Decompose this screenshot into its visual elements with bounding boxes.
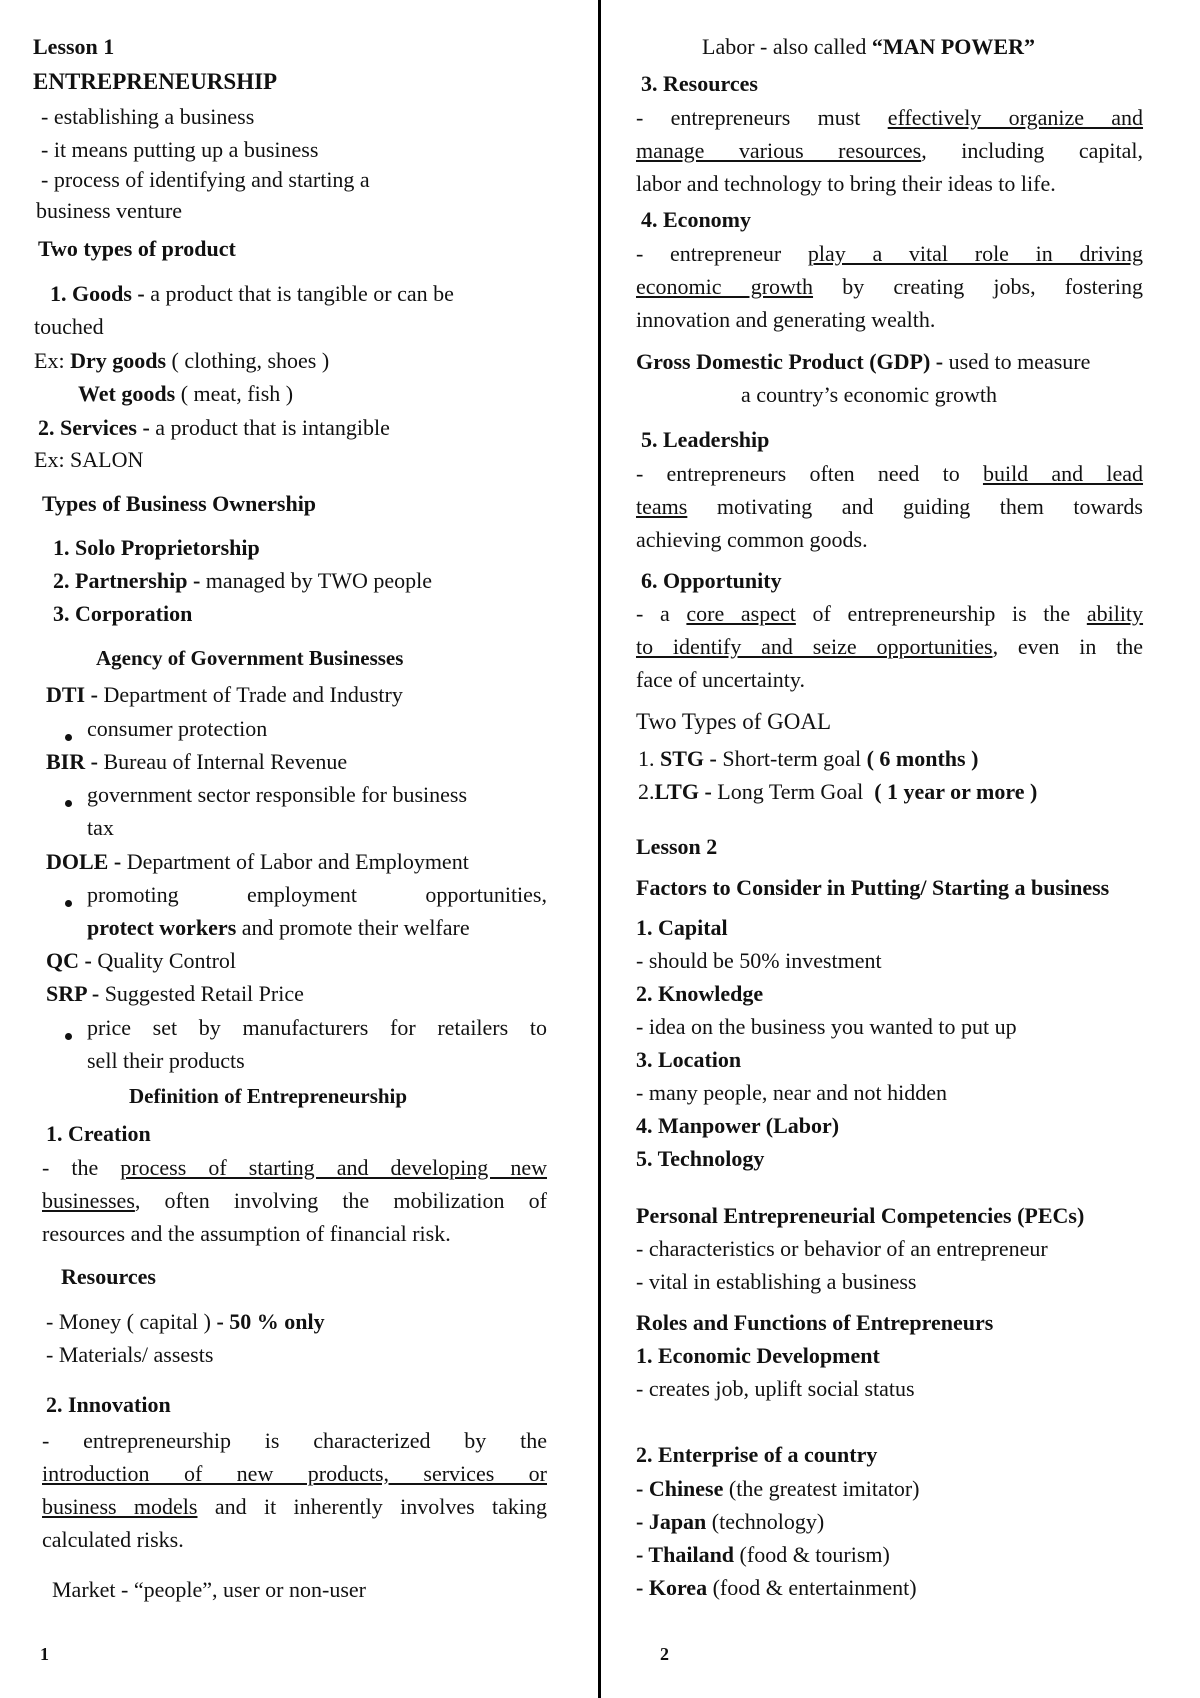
factor-item: 3. Location xyxy=(636,1047,742,1072)
agency-qc: QC - Quality Control xyxy=(46,948,237,973)
creation-line: businesses, often involving the mobilization of xyxy=(42,1188,547,1213)
factor-item: 2. Knowledge xyxy=(636,981,764,1006)
country-item: - Japan (technology) xyxy=(636,1509,825,1534)
resources-materials: - Materials/ assests xyxy=(46,1342,214,1367)
agency-dole-bullet: promoting employment opportunities, xyxy=(87,882,547,907)
goods-line-cont: touched xyxy=(34,314,104,339)
section-heading-agency: Agency of Government Businesses xyxy=(96,646,404,670)
roles-heading: Roles and Functions of Entrepreneurs xyxy=(636,1310,994,1335)
creation-line: - the process of starting and developing new xyxy=(42,1155,547,1180)
agency-srp: SRP - Suggested Retail Price xyxy=(46,981,304,1006)
pecs-line: - characteristics or behavior of an entrepreneur xyxy=(636,1236,1048,1261)
leadership-line: achieving common goods. xyxy=(636,527,868,552)
services-example: Ex: SALON xyxy=(34,447,144,472)
agency-bir-bullet: government sector responsible for business xyxy=(87,782,468,807)
ownership-item: 3. Corporation xyxy=(53,601,193,626)
economy-heading: 4. Economy xyxy=(641,207,751,232)
agency-dti: DTI - Department of Trade and Industry xyxy=(46,682,403,707)
definition-line: - process of identifying and starting a xyxy=(41,167,370,192)
column-divider xyxy=(598,0,601,1698)
economy-line: - entrepreneur play a vital role in driving xyxy=(636,241,1144,266)
ownership-item: 1. Solo Proprietorship xyxy=(53,535,260,560)
wet-goods-line: Wet goods ( meat, fish ) xyxy=(78,381,294,406)
agency-dti-bullet: consumer protection xyxy=(87,716,268,741)
agency-srp-bullet-cont: sell their products xyxy=(87,1048,245,1073)
definition-line: - establishing a business xyxy=(41,104,255,129)
opportunity-heading: 6. Opportunity xyxy=(641,568,782,593)
innovation-line: introduction of new products, services or xyxy=(42,1461,547,1486)
page-number: 2 xyxy=(660,1644,669,1664)
agency-dole: DOLE - Department of Labor and Employment xyxy=(46,849,469,874)
resources-line: - entrepreneurs must effectively organize and xyxy=(636,105,1144,130)
pecs-heading: Personal Entrepreneurial Competencies (PECs) xyxy=(636,1203,1085,1228)
goal-stg: 1. STG - Short-term goal ( 6 months ) xyxy=(638,746,979,771)
leadership-line: teams motivating and guiding them towards xyxy=(636,494,1143,519)
resources-line: labor and technology to bring their ideas to life. xyxy=(636,171,1056,196)
page-number: 1 xyxy=(40,1644,49,1664)
agency-srp-bullet: price set by manufacturers for retailers to xyxy=(87,1015,547,1040)
goal-heading: Two Types of GOAL xyxy=(636,709,832,734)
bullet-icon xyxy=(65,1033,72,1040)
gdp-line-cont: a country’s economic growth xyxy=(741,382,997,407)
leadership-heading: 5. Leadership xyxy=(641,427,770,452)
factor-item: 5. Technology xyxy=(636,1146,765,1171)
role-desc: - creates job, uplift social status xyxy=(636,1376,915,1401)
resources-heading: 3. Resources xyxy=(641,71,758,96)
innovation-line: calculated risks. xyxy=(42,1527,184,1552)
country-item: - Chinese (the greatest imitator) xyxy=(636,1476,920,1501)
country-item: - Korea (food & entertainment) xyxy=(636,1575,917,1600)
section-heading-product-types: Two types of product xyxy=(38,236,236,261)
dry-goods-line: Ex: Dry goods ( clothing, shoes ) xyxy=(34,348,330,373)
economy-line: economic growth by creating jobs, fostering xyxy=(636,274,1143,299)
opportunity-line: - a core aspect of entrepreneurship is the ability xyxy=(636,601,1144,626)
pecs-line: - vital in establishing a business xyxy=(636,1269,917,1294)
factor-desc: - should be 50% investment xyxy=(636,948,882,973)
lesson-1-label: Lesson 1 xyxy=(33,34,115,59)
factor-item: 4. Manpower (Labor) xyxy=(636,1113,840,1138)
innovation-line: business models and it inherently involves taking xyxy=(42,1494,547,1519)
innovation-heading: 2. Innovation xyxy=(46,1392,171,1417)
factor-desc: - many people, near and not hidden xyxy=(636,1080,947,1105)
resources-money: - Money ( capital ) - 50 % only xyxy=(46,1309,325,1334)
agency-bir-bullet-cont: tax xyxy=(87,815,114,840)
labor-line: Labor - also called “MAN POWER” xyxy=(702,34,1035,59)
ownership-item: 2. Partnership - managed by TWO people xyxy=(53,568,433,593)
bullet-icon xyxy=(65,800,72,807)
agency-dole-bullet-cont: protect workers and promote their welfare xyxy=(87,915,470,940)
factor-desc: - idea on the business you wanted to put up xyxy=(636,1014,1017,1039)
economy-line: innovation and generating wealth. xyxy=(636,307,936,332)
resources-heading: Resources xyxy=(61,1264,156,1289)
country-item: - Thailand (food & tourism) xyxy=(636,1542,890,1567)
bullet-icon xyxy=(65,900,72,907)
section-heading-definition: Definition of Entrepreneurship xyxy=(129,1084,408,1108)
definition-line: business venture xyxy=(36,198,183,223)
definition-line: - it means putting up a business xyxy=(41,137,319,162)
role-item: 1. Economic Development xyxy=(636,1343,880,1368)
section-heading-ownership: Types of Business Ownership xyxy=(42,491,317,516)
goods-line: 1. Goods - a product that is tangible or can be xyxy=(50,281,454,306)
opportunity-line: to identify and seize opportunities, even in the xyxy=(636,634,1143,659)
lesson-2-label: Lesson 2 xyxy=(636,834,718,859)
resources-line: manage various resources, including capital, xyxy=(636,138,1143,163)
goal-ltg: 2.LTG - Long Term Goal ( 1 year or more ) xyxy=(638,779,1038,804)
gdp-line: Gross Domestic Product (GDP) - used to measure xyxy=(636,349,1091,374)
page-title: ENTREPRENEURSHIP xyxy=(33,69,278,94)
role-item: 2. Enterprise of a country xyxy=(636,1442,878,1467)
leadership-line: - entrepreneurs often need to build and lead xyxy=(636,461,1144,486)
agency-bir: BIR - Bureau of Internal Revenue xyxy=(46,749,348,774)
factors-heading: Factors to Consider in Putting/ Starting a business xyxy=(636,875,1110,900)
services-line: 2. Services - a product that is intangible xyxy=(38,415,390,440)
creation-heading: 1. Creation xyxy=(46,1121,151,1146)
factor-item: 1. Capital xyxy=(636,915,728,940)
opportunity-line: face of uncertainty. xyxy=(636,667,805,692)
innovation-line: - entrepreneurship is characterized by the xyxy=(42,1428,547,1453)
creation-line: resources and the assumption of financial risk. xyxy=(42,1221,451,1246)
bullet-icon xyxy=(65,734,72,741)
market-definition: Market - “people”, user or non-user xyxy=(52,1577,366,1602)
